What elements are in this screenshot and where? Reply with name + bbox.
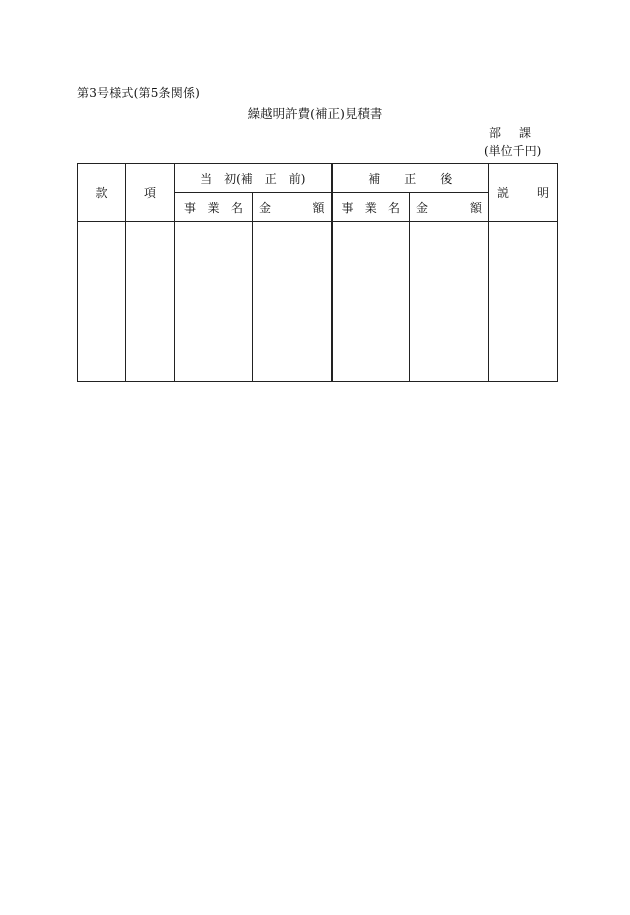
kingaku-char-1: 金 — [416, 200, 429, 215]
header-after-correction — [332, 164, 489, 193]
cell-kan[interactable] — [78, 222, 126, 382]
dept-ka-label: 課 — [519, 126, 532, 140]
header-before-text: 当 初(補 正 前) — [200, 171, 306, 186]
jigyou-char-2: 業 — [207, 200, 220, 215]
header-kan — [78, 164, 126, 222]
header-setsumei-text: 説 明 — [497, 186, 550, 200]
jigyou-char-3: 名 — [387, 200, 400, 215]
kingaku-char-2: 額 — [312, 200, 325, 215]
document-title: 繰越明許費(補正)見積書 — [247, 106, 383, 121]
header-kou-text: 項 — [143, 186, 156, 200]
header-before-jigyou — [175, 193, 253, 222]
body-row — [78, 222, 558, 382]
header-after-kingaku — [410, 193, 489, 222]
header-row-1 — [78, 164, 558, 193]
cell-before-kingaku[interactable] — [253, 222, 332, 382]
cell-after-kingaku[interactable] — [410, 222, 489, 382]
cell-before-jigyou[interactable] — [175, 222, 253, 382]
kingaku-char-2: 額 — [470, 200, 483, 215]
header-before-kingaku — [253, 193, 332, 222]
jigyou-char-3: 名 — [230, 200, 243, 215]
estimate-table — [77, 163, 558, 382]
header-kou — [126, 164, 175, 222]
header-kan-text: 款 — [95, 186, 108, 200]
header-before-correction — [175, 164, 332, 193]
department-label — [489, 124, 531, 141]
jigyou-char-1: 事 — [341, 200, 354, 215]
cell-after-jigyou[interactable] — [332, 222, 410, 382]
cell-kou[interactable] — [126, 222, 175, 382]
form-number: 第3号様式(第5条関係) — [77, 86, 201, 100]
jigyou-char-2: 業 — [364, 200, 377, 215]
kingaku-char-1: 金 — [259, 200, 272, 215]
header-after-jigyou — [332, 193, 410, 222]
header-setsumei — [489, 164, 558, 222]
unit-label: (単位千円) — [484, 144, 542, 158]
jigyou-char-1: 事 — [184, 200, 197, 215]
header-after-text: 補 正 後 — [368, 171, 453, 186]
cell-setsumei[interactable] — [489, 222, 558, 382]
dept-bu-label: 部 — [489, 126, 502, 140]
